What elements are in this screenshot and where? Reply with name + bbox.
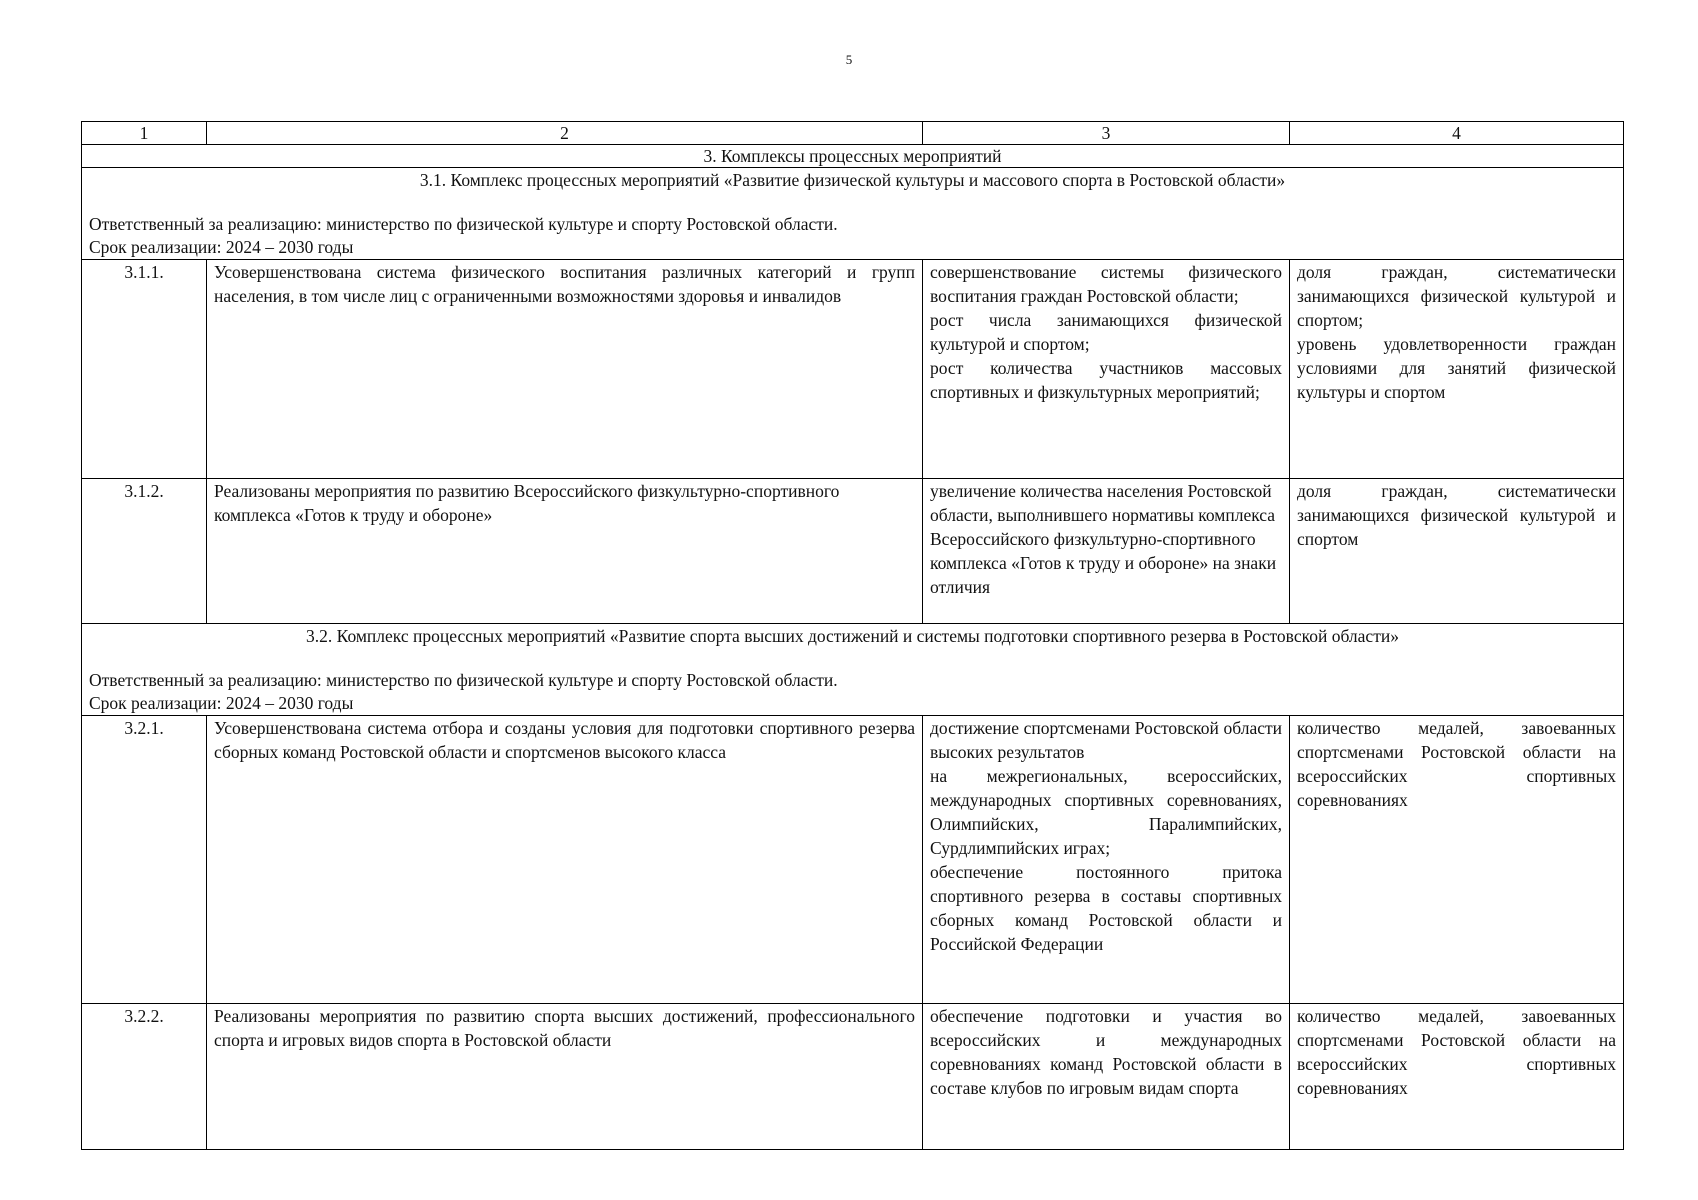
item-effects <box>923 260 1290 479</box>
column-number: 2 <box>207 122 923 145</box>
effect-line: обеспечение постоянного притока спортивного резерва в составы спортивных сборных команд Ростовской области и Российской Федерации <box>930 862 1282 954</box>
item-indicators <box>1290 260 1624 479</box>
indicator-line: доля граждан, систематически занимающихся физической культурой и спортом <box>1297 481 1616 549</box>
effect-line: увеличение количества населения Ростовской области, выполнившего нормативы комплекса Всероссийского физкультурно-спортивного комплекса «Готов к труду и обороне» на знаки отличия <box>930 481 1277 597</box>
page-number: 5 <box>845 52 853 67</box>
complex-header <box>82 168 1624 260</box>
item-number: 3.1.1. <box>82 260 207 479</box>
complex-header-row <box>82 168 1624 260</box>
column-number: 1 <box>82 122 207 145</box>
item-effects <box>923 716 1290 1004</box>
section-title: 3. Комплексы процессных мероприятий <box>82 145 1624 168</box>
measures-table <box>81 121 1624 1150</box>
item-number: 3.2.2. <box>82 1004 207 1150</box>
complex-responsible: Ответственный за реализацию: министерство по физической культуре и спорту Ростовской области. <box>89 670 838 690</box>
complex-title: 3.2. Комплекс процессных мероприятий «Развитие спорта высших достижений и системы подготовки спортивного резерва в Ростовской области» <box>306 626 1399 646</box>
item-task: Усовершенствована система отбора и созданы условия для подготовки спортивного резерва сборных команд Ростовской области и спортсменов высокого класса <box>207 716 923 1004</box>
effect-line: рост количества участников массовых спортивных и физкультурных мероприятий; <box>930 358 1282 402</box>
effect-line: на межрегиональных, всероссийских, международных спортивных соревнованиях, Олимпийских, Паралимпийских, Сурдлимпийских играх; <box>930 766 1282 858</box>
table-row <box>82 260 1624 479</box>
indicator-line: количество медалей, завоеванных спортсменами Ростовской области на всероссийских спортивных соревнованиях <box>1297 718 1616 810</box>
item-task: Реализованы мероприятия по развитию спорта высших достижений, профессионального спорта и игровых видов спорта в Ростовской области <box>207 1004 923 1150</box>
effect-line: совершенствование системы физического воспитания граждан Ростовской области; <box>930 262 1282 306</box>
item-effects <box>923 1004 1290 1150</box>
item-effects <box>923 479 1290 624</box>
item-task: Усовершенствована система физического воспитания различных категорий и групп населения, в том числе лиц с ограниченными возможностями здоровья и инвалидов <box>207 260 923 479</box>
item-number: 3.2.1. <box>82 716 207 1004</box>
complex-term: Срок реализации: 2024 – 2030 годы <box>89 693 354 713</box>
table-row <box>82 716 1624 1004</box>
effect-line: достижение спортсменами Ростовской области высоких результатов <box>930 718 1282 762</box>
complex-header <box>82 624 1624 716</box>
complex-responsible: Ответственный за реализацию: министерство по физической культуре и спорту Ростовской области. <box>89 214 838 234</box>
section-header-row <box>82 145 1624 168</box>
item-indicators <box>1290 1004 1624 1150</box>
indicator-line: доля граждан, систематически занимающихся физической культурой и спортом; <box>1297 262 1616 330</box>
item-task: Реализованы мероприятия по развитию Всероссийского физкультурно-спортивного комплекса «Готов к труду и обороне» <box>207 479 923 624</box>
table-row <box>82 479 1624 624</box>
item-indicators <box>1290 716 1624 1004</box>
column-number: 4 <box>1290 122 1624 145</box>
effect-line: обеспечение подготовки и участия во всероссийских и международных соревнованиях команд Ростовской области в составе клубов по игровым видам спорта <box>930 1006 1282 1098</box>
complex-term: Срок реализации: 2024 – 2030 годы <box>89 237 354 257</box>
effect-line: рост числа занимающихся физической культурой и спортом; <box>930 310 1282 354</box>
column-number: 3 <box>923 122 1290 145</box>
item-indicators <box>1290 479 1624 624</box>
indicator-line: уровень удовлетворенности граждан условиями для занятий физической культуры и спортом <box>1297 334 1616 402</box>
complex-header-row <box>82 624 1624 716</box>
column-numbers-row <box>82 122 1624 145</box>
indicator-line: количество медалей, завоеванных спортсменами Ростовской области на всероссийских спортивных соревнованиях <box>1297 1006 1616 1098</box>
table-row <box>82 1004 1624 1150</box>
item-number: 3.1.2. <box>82 479 207 624</box>
complex-title: 3.1. Комплекс процессных мероприятий «Развитие физической культуры и массового спорта в Ростовской области» <box>419 170 1286 190</box>
